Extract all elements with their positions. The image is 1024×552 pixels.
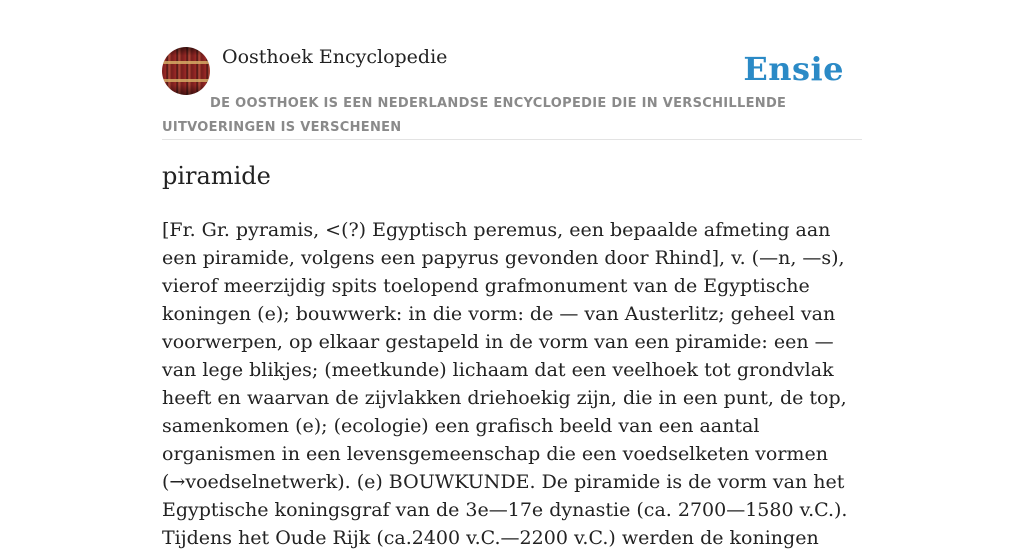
site-header — [162, 0, 862, 140]
encyclopedia-books-icon[interactable] — [162, 47, 210, 95]
site-header-wrapper — [162, 0, 862, 140]
avatar-band — [162, 79, 210, 82]
site-title[interactable]: Oosthoek Encyclopedie — [222, 46, 448, 68]
site-tagline: DE OOSTHOEK IS EEN NEDERLANDSE ENCYCLOPEDIE DIE IN VERSCHILLENDE UITVOERINGEN IS VERSCHENEN — [162, 96, 787, 135]
avatar-band — [162, 61, 210, 64]
entry-title: piramide — [162, 162, 271, 190]
entry-text: [Fr. Gr. pyramis, <(?) Egyptisch peremus, een bepaalde afmeting aan een piramide, volgens een papyrus gevonden door Rhind], v. (—n, —s), vierof meerzijdig spits toelopend grafmonument van de Egyptische koningen (e); bouwwerk: in die vorm: de — van Austerlitz; geheel van voorwerpen, op elkaar gestapeld in de vorm van een piramide: een — van lege blikjes; (meetkunde) lichaam dat een veelhoek tot grondvlak heeft en waarvan de zijvlakken driehoekig zijn, die in een punt, de top, samenkomen (e); (ecologie) een grafisch beeld van een aantal organismen in een levensgemeenschap die een voedselketen vormen (→voedselnetwerk). (e) BOUWKUNDE. De piramide is de vorm van het Egyptische koningsgraf van de 3e—17e dynastie (ca. 2700—1580 v.C.). Tijdens het Oude Rijk (ca.2400 v.C.—2200 v.C.) werden de koningen — [162, 219, 848, 549]
brand-logo[interactable]: Ensie — [743, 50, 844, 88]
